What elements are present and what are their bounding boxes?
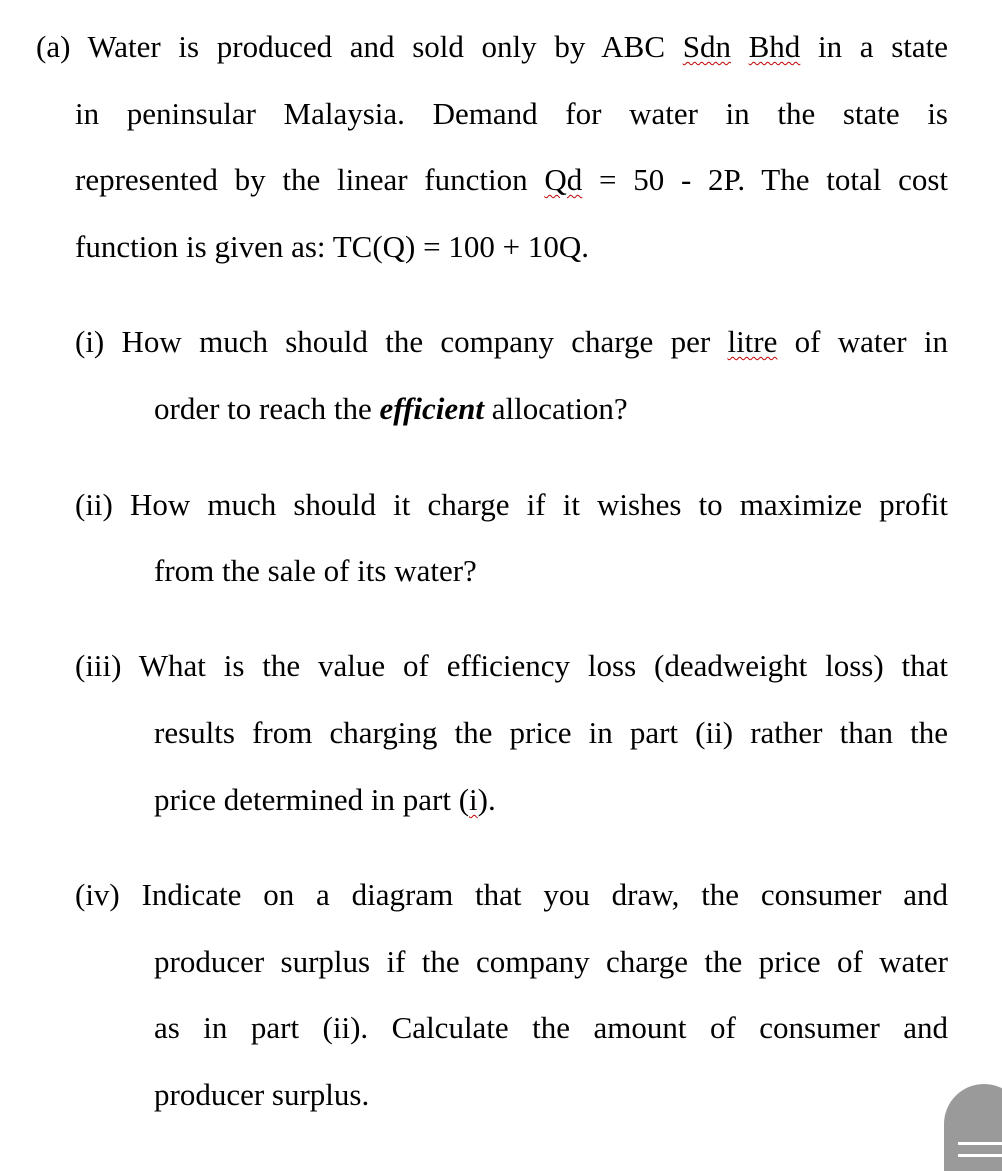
part-a-text-end: in a state: [800, 29, 948, 64]
part-a-line-4: function is given as: TC(Q) = 100 + 10Q.: [75, 229, 589, 264]
spell-flag-sdn[interactable]: Sdn: [682, 29, 731, 64]
part-a-text-end: = 50 - 2P. The total cost: [582, 162, 949, 197]
spell-flag-litre[interactable]: litre: [727, 324, 778, 359]
emphasis-efficient: efficient: [379, 391, 484, 426]
question-iv-line-1: (iv) Indicate on a diagram that you draw, the consumer and: [75, 877, 948, 912]
part-a-text: represented by the linear function: [75, 162, 545, 197]
part-a-line-3: [75, 160, 948, 200]
question-i-text: (i) How much should the company charge per: [75, 324, 728, 359]
question-iv-line-4: producer surplus.: [154, 1077, 370, 1112]
part-a-line-1: [36, 27, 948, 67]
question-i-text-end: of water in: [777, 324, 948, 359]
question-iii-line-1: (iii) What is the value of efficiency loss (deadweight loss) that: [75, 648, 948, 683]
question-ii-line-1: (ii) How much should it charge if it wishes to maximize profit: [75, 487, 948, 522]
spell-flag-qd[interactable]: Qd: [544, 162, 583, 197]
part-a-label: (a): [36, 29, 71, 64]
handle-line-icon: [958, 1142, 1002, 1145]
scroll-handle-icon[interactable]: [944, 1084, 1002, 1171]
question-ii-line-2: from the sale of its water?: [154, 553, 477, 588]
question-i-text: order to reach the: [154, 391, 380, 426]
question-i-line-2: [154, 389, 628, 429]
part-a-line-2: in peninsular Malaysia. Demand for water in the state is: [75, 96, 948, 131]
handle-line-icon: [958, 1154, 1002, 1157]
question-iii-text-end: ).: [477, 782, 496, 817]
question-i-text-end: allocation?: [483, 391, 628, 426]
spell-flag-i[interactable]: i: [469, 782, 478, 817]
question-iii-text: price determined in part (: [154, 782, 470, 817]
question-iv-line-2: producer surplus if the company charge the price of water: [154, 944, 948, 979]
word-space: [731, 29, 749, 64]
question-iii-line-2: results from charging the price in part (ii) rather than the: [154, 715, 948, 750]
part-a-text: Water is produced and sold only by ABC: [70, 29, 683, 64]
question-iii-line-3: [154, 780, 496, 820]
question-i-line-1: [75, 322, 948, 362]
spell-flag-bhd[interactable]: Bhd: [748, 29, 801, 64]
question-iv-line-3: as in part (ii). Calculate the amount of consumer and: [154, 1010, 948, 1045]
